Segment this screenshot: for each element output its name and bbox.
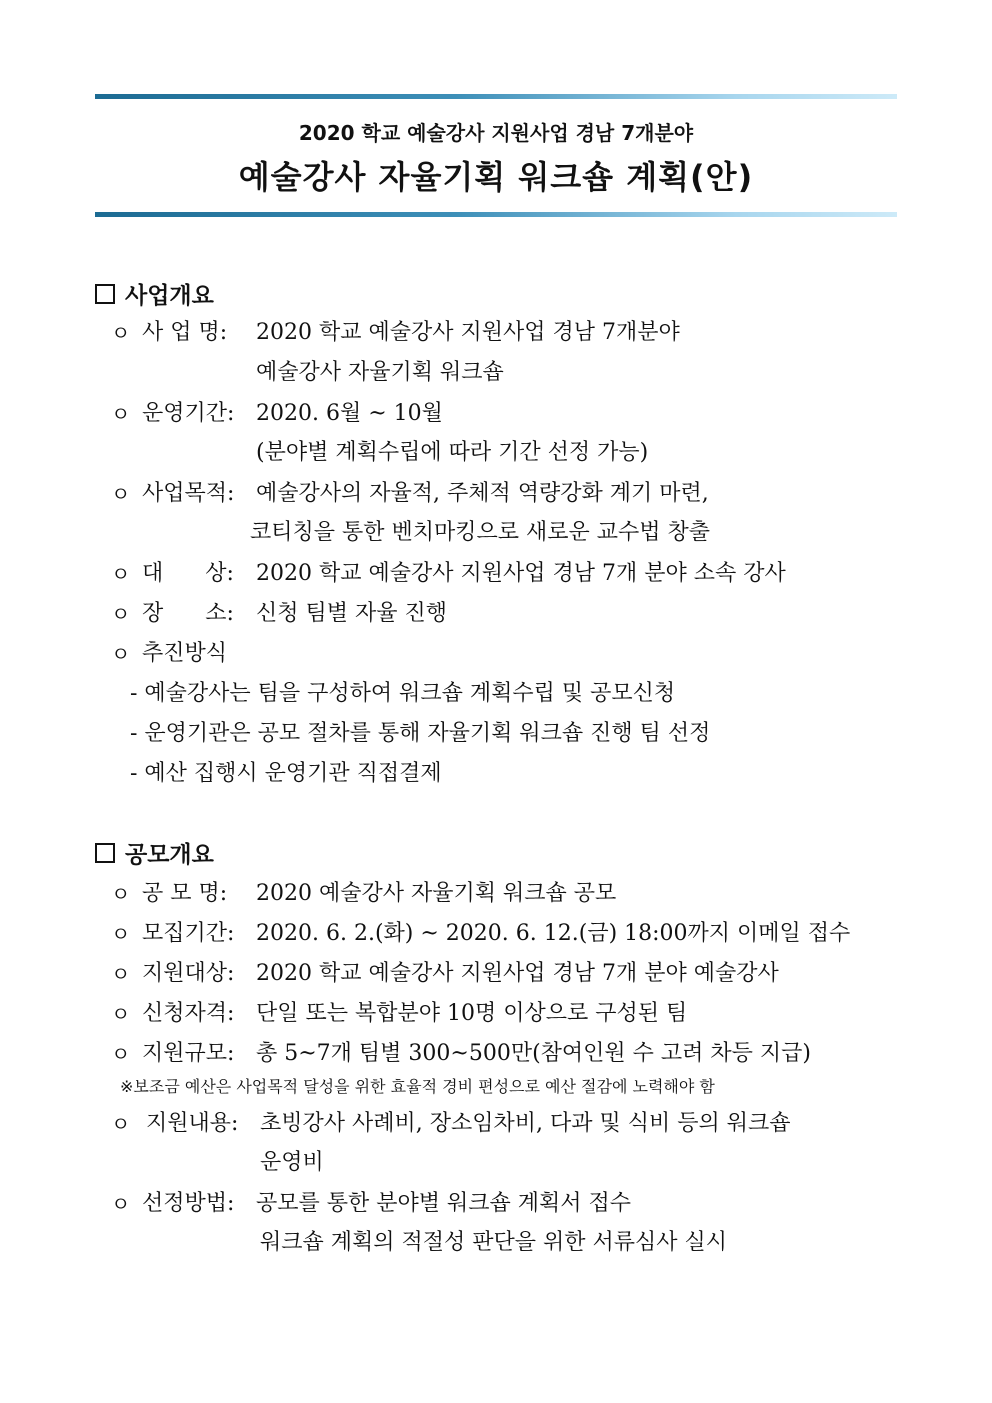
method-dash-item: - 예술강사는 팀을 구성하여 워크숍 계획수립 및 공모신청 [130, 681, 676, 706]
item-label-recruit-period: 모집기간: [142, 921, 235, 946]
method-dash-item: - 운영기관은 공모 절차를 통해 자율기획 워크숍 진행 팀 선정 [130, 721, 711, 746]
item-value-selection-1: 공모를 통한 분야별 워크숍 계획서 접수 [256, 1191, 631, 1216]
item-value-project-name-1: 2020 학교 예술강사 지원사업 경남 7개분야 [256, 320, 680, 345]
bullet-icon: ㅇ [111, 1002, 131, 1026]
item-label-content: 지원내용: [146, 1111, 239, 1136]
item-label-purpose: 사업목적: [142, 481, 235, 506]
bullet-icon: ㅇ [111, 922, 131, 946]
item-value-support-target: 2020 학교 예술강사 지원사업 경남 7개 분야 예술강사 [256, 961, 779, 986]
item-value-place: 신청 팀별 자율 진행 [256, 601, 447, 626]
bullet-icon: ㅇ [111, 562, 131, 586]
bullet-icon: ㅇ [111, 1192, 131, 1216]
item-label-support-target: 지원대상: [142, 961, 235, 986]
bullet-icon: ㅇ [111, 882, 131, 906]
bullet-icon: ㅇ [111, 602, 131, 626]
item-value-selection-2: 워크숍 계획의 적절성 판단을 위한 서류심사 실시 [260, 1230, 728, 1255]
item-label-project-name: 사 업 명: [142, 320, 228, 345]
item-label-method: 추진방식 [142, 641, 228, 666]
item-value-qualification: 단일 또는 복합분야 10명 이상으로 구성된 팀 [256, 1001, 688, 1026]
header-bottom-rule [95, 212, 897, 217]
checkbox-square-icon [95, 843, 115, 863]
item-value-contest-name: 2020 예술강사 자율기획 워크숍 공모 [256, 881, 617, 906]
item-value-purpose-2: 코티칭을 통한 벤치마킹으로 새로운 교수법 창출 [250, 520, 711, 545]
budget-note: ※보조금 예산은 사업목적 달성을 위한 효율적 경비 편성으로 예산 절감에 노력해야 함 [120, 1077, 715, 1096]
item-value-purpose-1: 예술강사의 자율적, 주체적 역량강화 계기 마련, [256, 481, 709, 506]
bullet-icon: ㅇ [111, 1042, 131, 1066]
section-heading-label: 사업개요 [125, 283, 214, 309]
bullet-icon: ㅇ [111, 482, 131, 506]
section-heading-overview [95, 277, 214, 310]
item-label-qualification: 신청자격: [142, 1001, 235, 1026]
checkbox-square-icon [95, 284, 115, 304]
item-value-content-1: 초빙강사 사례비, 장소임차비, 다과 및 식비 등의 워크숍 [260, 1111, 791, 1136]
document-subtitle: 2020 학교 예술강사 지원사업 경남 7개분야 [298, 121, 694, 145]
item-label-contest-name: 공 모 명: [142, 881, 228, 906]
item-value-content-2: 운영비 [260, 1150, 324, 1175]
item-value-period-1: 2020. 6월 ~ 10월 [256, 401, 443, 426]
item-label-target: 대 상: [142, 561, 234, 586]
item-label-period: 운영기간: [142, 401, 235, 426]
item-label-place: 장 소: [142, 601, 234, 626]
section-heading-contest [95, 836, 214, 869]
header-top-rule [95, 94, 897, 99]
item-label-selection: 선정방법: [142, 1191, 235, 1216]
item-value-scale: 총 5~7개 팀별 300~500만(참여인원 수 고려 차등 지급) [256, 1041, 811, 1066]
section-heading-label: 공모개요 [125, 842, 214, 868]
item-value-target: 2020 학교 예술강사 지원사업 경남 7개 분야 소속 강사 [256, 561, 786, 586]
item-label-scale: 지원규모: [142, 1041, 235, 1066]
bullet-icon: ㅇ [111, 962, 131, 986]
bullet-icon: ㅇ [111, 642, 131, 666]
method-dash-item: - 예산 집행시 운영기관 직접결제 [130, 761, 442, 786]
bullet-icon: ㅇ [111, 1112, 131, 1136]
bullet-icon: ㅇ [111, 402, 131, 426]
item-value-period-2: (분야별 계획수립에 따라 기간 선정 가능) [256, 440, 649, 465]
bullet-icon: ㅇ [111, 321, 131, 345]
document-title: 예술강사 자율기획 워크숍 계획(안) [238, 158, 754, 196]
item-value-project-name-2: 예술강사 자율기획 워크숍 [256, 360, 504, 385]
item-value-recruit-period: 2020. 6. 2.(화) ~ 2020. 6. 12.(금) 18:00까지 이메일 접수 [256, 921, 851, 946]
